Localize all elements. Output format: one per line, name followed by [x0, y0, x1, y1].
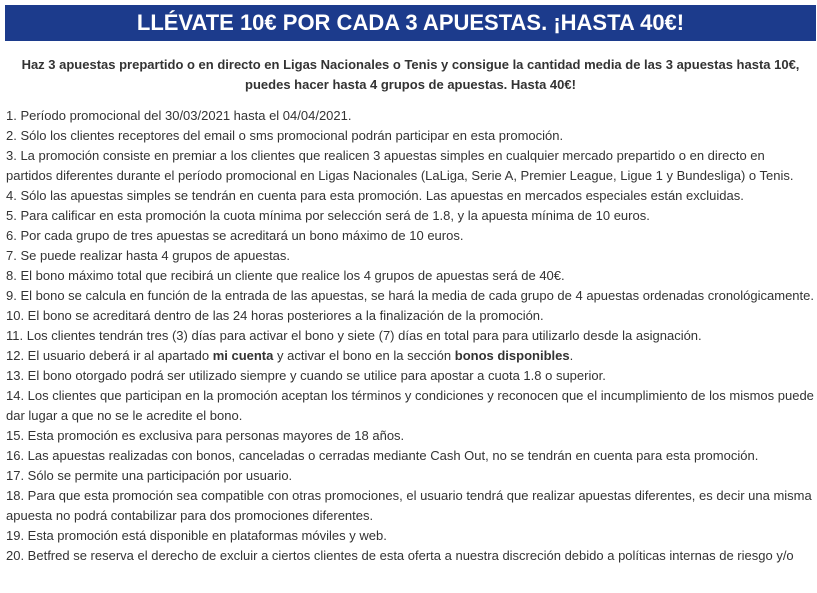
promo-banner-title: LLÉVATE 10€ POR CADA 3 APUESTAS. ¡HASTA 40€!	[5, 5, 816, 41]
term-item-13: 13. El bono otorgado podrá ser utilizado siempre y cuando se utilice para apostar a cuota 1.8 o superior.	[6, 368, 606, 383]
promo-intro-line-1: Haz 3 apuestas prepartido o en directo en Ligas Nacionales o Tenis y consigue la cantidad media de las 3 apuestas hasta 10€,	[21, 57, 800, 72]
promo-intro	[5, 55, 816, 95]
term-item-5: 5. Para calificar en esta promoción la cuota mínima por selección será de 1.8, y la apuesta mínima de 10 euros.	[6, 208, 650, 223]
term-item-17: 17. Sólo se permite una participación por usuario.	[6, 468, 293, 483]
term-item-4: 4. Sólo las apuestas simples se tendrán en cuenta para esta promoción. Las apuestas en mercados especiales están excluidas.	[6, 188, 744, 203]
terms-list	[6, 106, 814, 566]
term-item-2: 2. Sólo los clientes receptores del email o sms promocional podrán participar en esta promoción.	[6, 128, 564, 143]
term-12-my-account: mi cuenta	[212, 348, 274, 363]
term-item-15: 15. Esta promoción es exclusiva para personas mayores de 18 años.	[6, 428, 405, 443]
term-item-10: 10. El bono se acreditará dentro de las 24 horas posteriores a la finalización de la promoción.	[6, 308, 544, 323]
term-item-12	[6, 346, 814, 366]
term-item-14: 14. Los clientes que participan en la promoción aceptan los términos y condiciones y reconocen que el incumplimiento de los mismos puede dar lugar a que no se le acredite el bono.	[6, 388, 814, 423]
term-item-18: 18. Para que esta promoción sea compatible con otras promociones, el usuario tendrá que realizar apuestas diferentes, es decir una misma apuesta no podrá contabilizar para dos promociones diferentes.	[6, 488, 812, 523]
term-item-8: 8. El bono máximo total que recibirá un cliente que realice los 4 grupos de apuestas será de 40€.	[6, 268, 565, 283]
term-12-text-end: .	[569, 348, 574, 363]
term-item-7: 7. Se puede realizar hasta 4 grupos de apuestas.	[6, 248, 291, 263]
term-item-16: 16. Las apuestas realizadas con bonos, canceladas o cerradas mediante Cash Out, no se tendrán en cuenta para esta promoción.	[6, 448, 759, 463]
term-item-11: 11. Los clientes tendrán tres (3) días para activar el bono y siete (7) días en total para para utilizarlo desde la asignación.	[6, 328, 702, 343]
term-item-9: 9. El bono se calcula en función de la entrada de las apuestas, se hará la media de cada grupo de 4 apuestas ordenadas cronológicamente.	[6, 288, 814, 303]
term-12-available-bonuses: bonos disponibles	[454, 348, 570, 363]
term-12-text-middle: y activar el bono en la sección	[273, 348, 455, 363]
term-item-1: 1. Período promocional del 30/03/2021 hasta el 04/04/2021.	[6, 108, 352, 123]
promo-intro-line-2: puedes hacer hasta 4 grupos de apuestas. Hasta 40€!	[245, 77, 576, 92]
term-item-6: 6. Por cada grupo de tres apuestas se acreditará un bono máximo de 10 euros.	[6, 228, 464, 243]
term-item-3: 3. La promoción consiste en premiar a los clientes que realicen 3 apuestas simples en cualquier mercado prepartido o en directo en partidos diferentes durante el período promocional en Ligas Nacionales (LaLiga, Serie A, Premier League, Ligue 1 y Bundesliga) o Tenis.	[6, 148, 794, 183]
term-item-20: 20. Betfred se reserva el derecho de excluir a ciertos clientes de esta oferta a nuestra discreción debido a políticas internas de riesgo y/o	[6, 548, 794, 563]
term-12-text-start: 12. El usuario deberá ir al apartado	[6, 348, 213, 363]
term-item-19: 19. Esta promoción está disponible en plataformas móviles y web.	[6, 528, 387, 543]
